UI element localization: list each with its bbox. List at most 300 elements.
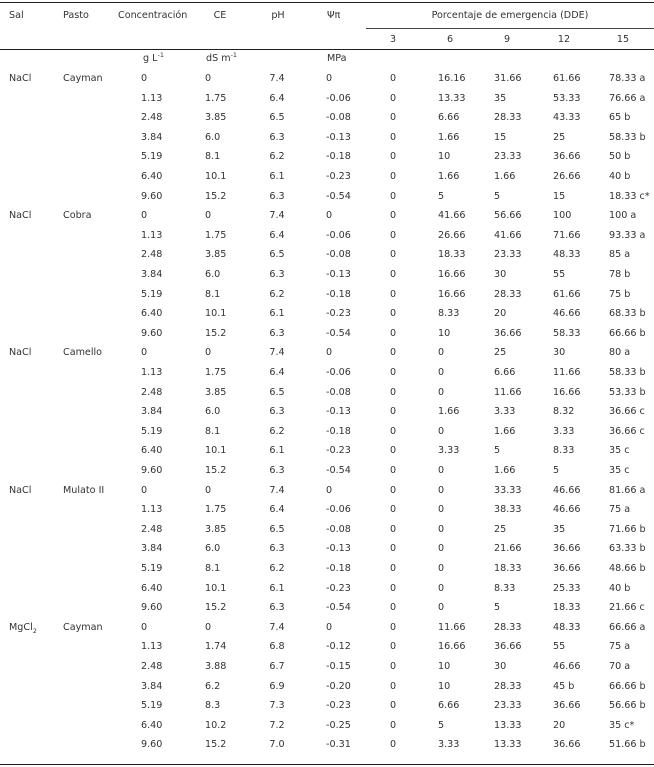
table-cell: 1.66 bbox=[494, 171, 516, 182]
table-cell: 8.33 bbox=[438, 308, 460, 320]
table-cell: 36.66 c bbox=[609, 406, 645, 418]
table-cell: 6.1 bbox=[269, 582, 285, 594]
table-cell: 15.2 bbox=[205, 602, 227, 614]
table-cell: 2.48 bbox=[141, 249, 163, 261]
table-cell: 56.66 bbox=[494, 210, 522, 222]
table-cell: 41.66 bbox=[438, 210, 466, 222]
table-cell: 68.33 b bbox=[609, 308, 646, 320]
table-cell: 3.84 bbox=[141, 406, 163, 418]
table-cell: 16.66 bbox=[438, 269, 466, 280]
table-cell: 9.60 bbox=[141, 602, 163, 614]
table-cell: 1.66 bbox=[438, 171, 460, 182]
table-cell: 8.33 bbox=[494, 582, 516, 594]
table-cell: 8.32 bbox=[553, 406, 575, 418]
table-cell: 0 bbox=[438, 563, 445, 574]
table-cell: 0 bbox=[389, 582, 397, 594]
table-cell: 10 bbox=[438, 327, 451, 339]
header-pasto: Pasto bbox=[63, 10, 89, 21]
table-cell: 7.4 bbox=[269, 484, 285, 496]
unit-osmotic-potential: MPa bbox=[327, 53, 347, 64]
table-cell: 0 bbox=[389, 465, 397, 476]
table-cell: 0 bbox=[389, 131, 397, 143]
table-cell: 6.66 bbox=[494, 367, 516, 378]
table-cell: 3.84 bbox=[141, 131, 163, 143]
table-cell: 6.8 bbox=[269, 641, 285, 653]
table-cell: 0 bbox=[389, 190, 397, 202]
header-concentracion: Concentración bbox=[118, 10, 188, 21]
table-cell: 13.33 bbox=[494, 739, 522, 751]
table-cell: 3.85 bbox=[205, 249, 227, 261]
table-cell: 6.40 bbox=[141, 308, 163, 320]
table-cell: 0 bbox=[389, 621, 397, 633]
table-cell: 6.2 bbox=[205, 680, 221, 692]
cell-pasto: Camello bbox=[63, 347, 103, 359]
table-cell: 5 bbox=[438, 719, 445, 731]
table-cell: 40 b bbox=[609, 582, 631, 594]
table-cell: 6.1 bbox=[269, 445, 285, 457]
table-cell: 0 bbox=[205, 73, 212, 84]
table-cell: 0 bbox=[389, 229, 397, 241]
table-cell: -0.12 bbox=[326, 641, 351, 653]
table-cell: 0 bbox=[389, 719, 397, 731]
table-cell: 0 bbox=[141, 73, 148, 84]
table-cell: 5.19 bbox=[141, 425, 163, 437]
table-cell: 28.33 bbox=[494, 621, 522, 633]
table-cell: 0 bbox=[205, 347, 212, 359]
table-cell: 8.33 bbox=[553, 445, 575, 457]
table-cell: 0 bbox=[326, 210, 333, 222]
table-cell: 0 bbox=[389, 73, 397, 84]
table-cell: 35 bbox=[494, 92, 507, 104]
table-cell: 18.33 c* bbox=[609, 190, 650, 202]
table-cell: 23.33 bbox=[494, 151, 522, 163]
table-cell: 78.33 a bbox=[609, 73, 646, 84]
table-cell: -0.06 bbox=[326, 229, 351, 241]
table-cell: 0 bbox=[141, 621, 148, 633]
table-cell: 5 bbox=[494, 602, 501, 614]
table-cell: 16.66 bbox=[438, 288, 466, 300]
header-ph: pH bbox=[271, 10, 285, 21]
table-cell: 7.4 bbox=[269, 347, 285, 359]
table-cell: 53.33 b bbox=[609, 386, 646, 398]
table-cell: 7.4 bbox=[269, 210, 285, 222]
table-cell: 0 bbox=[438, 602, 445, 614]
table-cell: 0 bbox=[389, 112, 397, 124]
table-cell: 5.19 bbox=[141, 563, 163, 574]
table-cell: 0 bbox=[389, 661, 397, 672]
table-cell: -0.18 bbox=[326, 151, 351, 163]
unit-concentracion: g $L^{-1}$ bbox=[143, 50, 164, 64]
table-cell: 0 bbox=[389, 425, 397, 437]
table-cell: 51.66 b bbox=[609, 739, 646, 751]
table-cell: 0 bbox=[438, 543, 445, 555]
table-cell: 0 bbox=[326, 621, 333, 633]
table-cell: 16.16 bbox=[438, 73, 466, 84]
table-cell: 0 bbox=[389, 484, 397, 496]
table-cell: 28.33 bbox=[494, 680, 522, 692]
table-cell: 15 bbox=[553, 190, 566, 202]
table-cell: 0 bbox=[438, 582, 445, 594]
table-cell: 41.66 bbox=[494, 229, 522, 241]
table-cell: 0 bbox=[389, 347, 397, 359]
table-cell: 8.1 bbox=[205, 288, 221, 300]
table-cell: 45 b bbox=[553, 680, 575, 692]
table-cell: 6.7 bbox=[269, 661, 285, 672]
table-cell: 36.66 bbox=[553, 543, 581, 555]
top-rule bbox=[0, 2, 654, 3]
table-cell: 75 b bbox=[609, 288, 631, 300]
table-cell: -0.23 bbox=[326, 582, 351, 594]
table-cell: 36.66 bbox=[553, 563, 581, 574]
table-cell: 15.2 bbox=[205, 739, 227, 751]
table-cell: 1.66 bbox=[494, 465, 516, 476]
table-cell: 6.1 bbox=[269, 171, 285, 182]
table-cell: 0 bbox=[389, 288, 397, 300]
table-cell: 3.33 bbox=[553, 425, 575, 437]
header-osmotic-potential: Ψπ bbox=[327, 10, 341, 21]
table-cell: 5 bbox=[438, 190, 445, 202]
table-cell: 70 a bbox=[609, 661, 631, 672]
table-cell: 0 bbox=[438, 465, 445, 476]
table-cell: 3.84 bbox=[141, 269, 163, 280]
table-cell: 3.88 bbox=[205, 661, 227, 672]
table-cell: 10.1 bbox=[205, 582, 227, 594]
table-cell: 28.33 bbox=[494, 288, 522, 300]
table-cell: 100 bbox=[553, 210, 572, 222]
table-cell: 6.40 bbox=[141, 719, 163, 731]
table-cell: 93.33 a bbox=[609, 229, 646, 241]
table-cell: 2.48 bbox=[141, 386, 163, 398]
table-cell: 85 a bbox=[609, 249, 631, 261]
table-cell: 1.75 bbox=[205, 504, 227, 516]
table-cell: 10 bbox=[438, 680, 451, 692]
table-cell: 9.60 bbox=[141, 465, 163, 476]
table-cell: 0 bbox=[389, 386, 397, 398]
table-cell: 13.33 bbox=[438, 92, 466, 104]
table-cell: 46.66 bbox=[553, 504, 581, 516]
header-ce: CE bbox=[213, 10, 227, 21]
table-cell: 1.66 bbox=[438, 406, 460, 418]
table-cell: 18.33 bbox=[553, 602, 581, 614]
table-cell: 11.66 bbox=[438, 621, 466, 633]
table-cell: 16.66 bbox=[553, 386, 581, 398]
table-cell: -0.18 bbox=[326, 425, 351, 437]
table-cell: -0.13 bbox=[326, 269, 351, 280]
table-cell: 0 bbox=[205, 210, 212, 222]
table-cell: 6.3 bbox=[269, 327, 285, 339]
bottom-rule bbox=[0, 764, 654, 765]
table-cell: 30 bbox=[494, 269, 507, 280]
table-cell: 8.1 bbox=[205, 563, 221, 574]
table-cell: 1.13 bbox=[141, 229, 163, 241]
table-cell: 58.33 bbox=[553, 327, 581, 339]
table-cell: 0 bbox=[389, 563, 397, 574]
table-cell: 6.5 bbox=[269, 523, 285, 535]
table-cell: 100 a bbox=[609, 210, 637, 222]
table-cell: 38.33 bbox=[494, 504, 522, 516]
table-cell: 0 bbox=[389, 523, 397, 535]
unit-ce: dS $m^{-1}$ bbox=[206, 50, 238, 64]
table-cell: 30 bbox=[553, 347, 566, 359]
table-cell: -0.31 bbox=[326, 739, 351, 751]
table-cell: 6.5 bbox=[269, 386, 285, 398]
table-cell: 35 c bbox=[609, 465, 630, 476]
table-cell: 10.1 bbox=[205, 445, 227, 457]
table-cell: -0.08 bbox=[326, 523, 351, 535]
table-cell: 6.5 bbox=[269, 249, 285, 261]
table-cell: 0 bbox=[438, 504, 445, 516]
table-cell: 26.66 bbox=[438, 229, 466, 241]
table-cell: 65 b bbox=[609, 112, 631, 124]
table-cell: 21.66 bbox=[494, 543, 522, 555]
table-cell: 18.33 bbox=[494, 563, 522, 574]
table-cell: -0.54 bbox=[326, 190, 351, 202]
header-sal: Sal bbox=[9, 10, 24, 21]
table-cell: 0 bbox=[389, 151, 397, 163]
table-cell: -0.18 bbox=[326, 563, 351, 574]
table-cell: 76.66 a bbox=[609, 92, 646, 104]
table-cell: 0 bbox=[141, 210, 148, 222]
table-cell: 6.3 bbox=[269, 406, 285, 418]
table-cell: 6.2 bbox=[269, 151, 285, 163]
table-cell: 3.85 bbox=[205, 112, 227, 124]
header-day-12: 12 bbox=[557, 34, 571, 45]
table-cell: 0 bbox=[438, 367, 445, 378]
table-cell: 58.33 b bbox=[609, 367, 646, 378]
table-cell: 25 bbox=[494, 347, 507, 359]
table-cell: 3.84 bbox=[141, 543, 163, 555]
table-cell: 0 bbox=[438, 523, 445, 535]
table-cell: 0 bbox=[326, 484, 333, 496]
table-cell: 10.2 bbox=[205, 719, 227, 731]
table-cell: 81.66 a bbox=[609, 484, 646, 496]
table-cell: 50 b bbox=[609, 151, 631, 163]
table-cell: 7.3 bbox=[269, 700, 285, 712]
table-cell: 31.66 bbox=[494, 73, 522, 84]
table-cell: 6.4 bbox=[269, 92, 285, 104]
table-cell: 3.85 bbox=[205, 523, 227, 535]
table-cell: 36.66 bbox=[553, 739, 581, 751]
table-cell: 0 bbox=[389, 308, 397, 320]
table-cell: 0 bbox=[141, 484, 148, 496]
table-cell: 48.33 bbox=[553, 621, 581, 633]
table-cell: 1.75 bbox=[205, 229, 227, 241]
table-cell: 80 a bbox=[609, 347, 631, 359]
table-cell: -0.06 bbox=[326, 504, 351, 516]
table-cell: 11.66 bbox=[553, 367, 581, 378]
table-cell: -0.06 bbox=[326, 92, 351, 104]
table-cell: 3.84 bbox=[141, 680, 163, 692]
table-cell: 10 bbox=[438, 661, 451, 672]
table-cell: 1.66 bbox=[438, 131, 460, 143]
table-cell: 7.2 bbox=[269, 719, 285, 731]
table-cell: 1.75 bbox=[205, 92, 227, 104]
table-cell: 5.19 bbox=[141, 700, 163, 712]
table-cell: 5 bbox=[553, 465, 560, 476]
table-cell: 48.66 b bbox=[609, 563, 646, 574]
table-cell: 2.48 bbox=[141, 661, 163, 672]
table-cell: 0 bbox=[326, 347, 333, 359]
cell-sal: MgCl$_2$ bbox=[9, 621, 37, 635]
table-cell: 0 bbox=[389, 543, 397, 555]
table-cell: -0.08 bbox=[326, 249, 351, 261]
table-cell: 21.66 c bbox=[609, 602, 645, 614]
table-cell: 6.0 bbox=[205, 131, 221, 143]
table-cell: 5 bbox=[494, 190, 501, 202]
cell-sal: NaCl bbox=[9, 484, 32, 496]
table-cell: 1.13 bbox=[141, 367, 163, 378]
table-cell: 46.66 bbox=[553, 484, 581, 496]
table-cell: 0 bbox=[389, 367, 397, 378]
table-cell: 46.66 bbox=[553, 308, 581, 320]
table-cell: 71.66 bbox=[553, 229, 581, 241]
table-cell: 9.60 bbox=[141, 327, 163, 339]
table-cell: 1.74 bbox=[205, 641, 227, 653]
table-cell: 23.33 bbox=[494, 700, 522, 712]
table-cell: 8.1 bbox=[205, 151, 221, 163]
table-cell: 25.33 bbox=[553, 582, 581, 594]
table-cell: 35 c* bbox=[609, 719, 635, 731]
table-cell: 6.0 bbox=[205, 406, 221, 418]
table-cell: 6.2 bbox=[269, 425, 285, 437]
table-cell: 0 bbox=[389, 602, 397, 614]
table-cell: 63.33 b bbox=[609, 543, 646, 555]
table-cell: 25 bbox=[553, 131, 566, 143]
table-cell: 6.3 bbox=[269, 190, 285, 202]
table-cell: 36.66 bbox=[494, 641, 522, 653]
table-cell: 55 bbox=[553, 641, 566, 653]
table-cell: 0 bbox=[389, 641, 397, 653]
table-cell: 53.33 bbox=[553, 92, 581, 104]
table-cell: 3.33 bbox=[494, 406, 516, 418]
table-cell: 20 bbox=[494, 308, 507, 320]
table-cell: 1.13 bbox=[141, 641, 163, 653]
table-cell: 0 bbox=[389, 171, 397, 182]
table-cell: -0.20 bbox=[326, 680, 351, 692]
table-cell: 0 bbox=[389, 210, 397, 222]
table-cell: -0.25 bbox=[326, 719, 351, 731]
table-cell: 0 bbox=[389, 92, 397, 104]
table-cell: -0.23 bbox=[326, 308, 351, 320]
header-day-3: 3 bbox=[389, 34, 397, 45]
table-cell: 6.3 bbox=[269, 543, 285, 555]
table-cell: 0 bbox=[326, 73, 333, 84]
table-cell: 25 bbox=[494, 523, 507, 535]
table-cell: 10.1 bbox=[205, 171, 227, 182]
table-cell: 0 bbox=[438, 347, 445, 359]
table-cell: 36.66 bbox=[553, 700, 581, 712]
table-cell: 0 bbox=[389, 504, 397, 516]
table-cell: 56.66 b bbox=[609, 700, 646, 712]
table-cell: 6.40 bbox=[141, 445, 163, 457]
table-cell: 48.33 bbox=[553, 249, 581, 261]
table-cell: 55 bbox=[553, 269, 566, 280]
table-cell: 0 bbox=[438, 386, 445, 398]
table-cell: 6.0 bbox=[205, 269, 221, 280]
table-cell: -0.08 bbox=[326, 386, 351, 398]
table-cell: 3.33 bbox=[438, 739, 460, 751]
cell-pasto: Cayman bbox=[63, 73, 103, 84]
table-cell: 6.4 bbox=[269, 367, 285, 378]
table-cell: 0 bbox=[141, 347, 148, 359]
table-cell: 71.66 b bbox=[609, 523, 646, 535]
table-cell: 5 bbox=[494, 445, 501, 457]
table-cell: 6.4 bbox=[269, 504, 285, 516]
cell-pasto: Cayman bbox=[63, 621, 103, 633]
table-cell: -0.15 bbox=[326, 661, 351, 672]
table-cell: 40 b bbox=[609, 171, 631, 182]
table-cell: 0 bbox=[205, 621, 212, 633]
table-cell: 15.2 bbox=[205, 190, 227, 202]
table-cell: 0 bbox=[389, 406, 397, 418]
table-cell: 66.66 a bbox=[609, 621, 646, 633]
header-day-6: 6 bbox=[446, 34, 454, 45]
table-cell: -0.18 bbox=[326, 288, 351, 300]
table-cell: 23.33 bbox=[494, 249, 522, 261]
table-cell: 0 bbox=[389, 680, 397, 692]
table-cell: 3.85 bbox=[205, 386, 227, 398]
cell-sal: NaCl bbox=[9, 73, 32, 84]
table-cell: 75 a bbox=[609, 641, 631, 653]
table-cell: -0.54 bbox=[326, 465, 351, 476]
table-cell: 35 c bbox=[609, 445, 630, 457]
table-cell: 66.66 b bbox=[609, 680, 646, 692]
table-cell: 6.1 bbox=[269, 308, 285, 320]
table-cell: 0 bbox=[389, 739, 397, 751]
table-cell: 9.60 bbox=[141, 190, 163, 202]
table-cell: 6.9 bbox=[269, 680, 285, 692]
table-cell: 58.33 b bbox=[609, 131, 646, 143]
table-cell: 7.0 bbox=[269, 739, 285, 751]
table-cell: 26.66 bbox=[553, 171, 581, 182]
table-cell: 66.66 b bbox=[609, 327, 646, 339]
table-cell: 9.60 bbox=[141, 739, 163, 751]
table-cell: 1.13 bbox=[141, 504, 163, 516]
table-cell: 16.66 bbox=[438, 641, 466, 653]
table-cell: 61.66 bbox=[553, 73, 581, 84]
table-cell: 11.66 bbox=[494, 386, 522, 398]
cell-pasto: Mulato II bbox=[63, 484, 105, 496]
table-cell: 5.19 bbox=[141, 151, 163, 163]
table-cell: 5.19 bbox=[141, 288, 163, 300]
table-cell: 8.1 bbox=[205, 425, 221, 437]
table-cell: 46.66 bbox=[553, 661, 581, 672]
table-cell: 6.66 bbox=[438, 700, 460, 712]
table-cell: 0 bbox=[205, 484, 212, 496]
table-cell: -0.13 bbox=[326, 131, 351, 143]
table-cell: -0.13 bbox=[326, 406, 351, 418]
table-cell: 10.1 bbox=[205, 308, 227, 320]
table-cell: 36.66 bbox=[494, 327, 522, 339]
table-cell: 6.3 bbox=[269, 131, 285, 143]
table-cell: 6.2 bbox=[269, 288, 285, 300]
table-cell: 0 bbox=[389, 700, 397, 712]
table-cell: 1.66 bbox=[494, 425, 516, 437]
table-cell: 15.2 bbox=[205, 465, 227, 476]
table-cell: 13.33 bbox=[494, 719, 522, 731]
table-cell: 36.66 c bbox=[609, 425, 645, 437]
table-cell: 36.66 bbox=[553, 151, 581, 163]
table-cell: 2.48 bbox=[141, 112, 163, 124]
emergencia-rule bbox=[366, 28, 654, 29]
table-cell: 1.75 bbox=[205, 367, 227, 378]
table-cell: 6.40 bbox=[141, 582, 163, 594]
table-cell: 35 bbox=[553, 523, 566, 535]
table-cell: 6.3 bbox=[269, 269, 285, 280]
table-cell: 0 bbox=[438, 484, 445, 496]
table-cell: 6.40 bbox=[141, 171, 163, 182]
table-cell: 61.66 bbox=[553, 288, 581, 300]
